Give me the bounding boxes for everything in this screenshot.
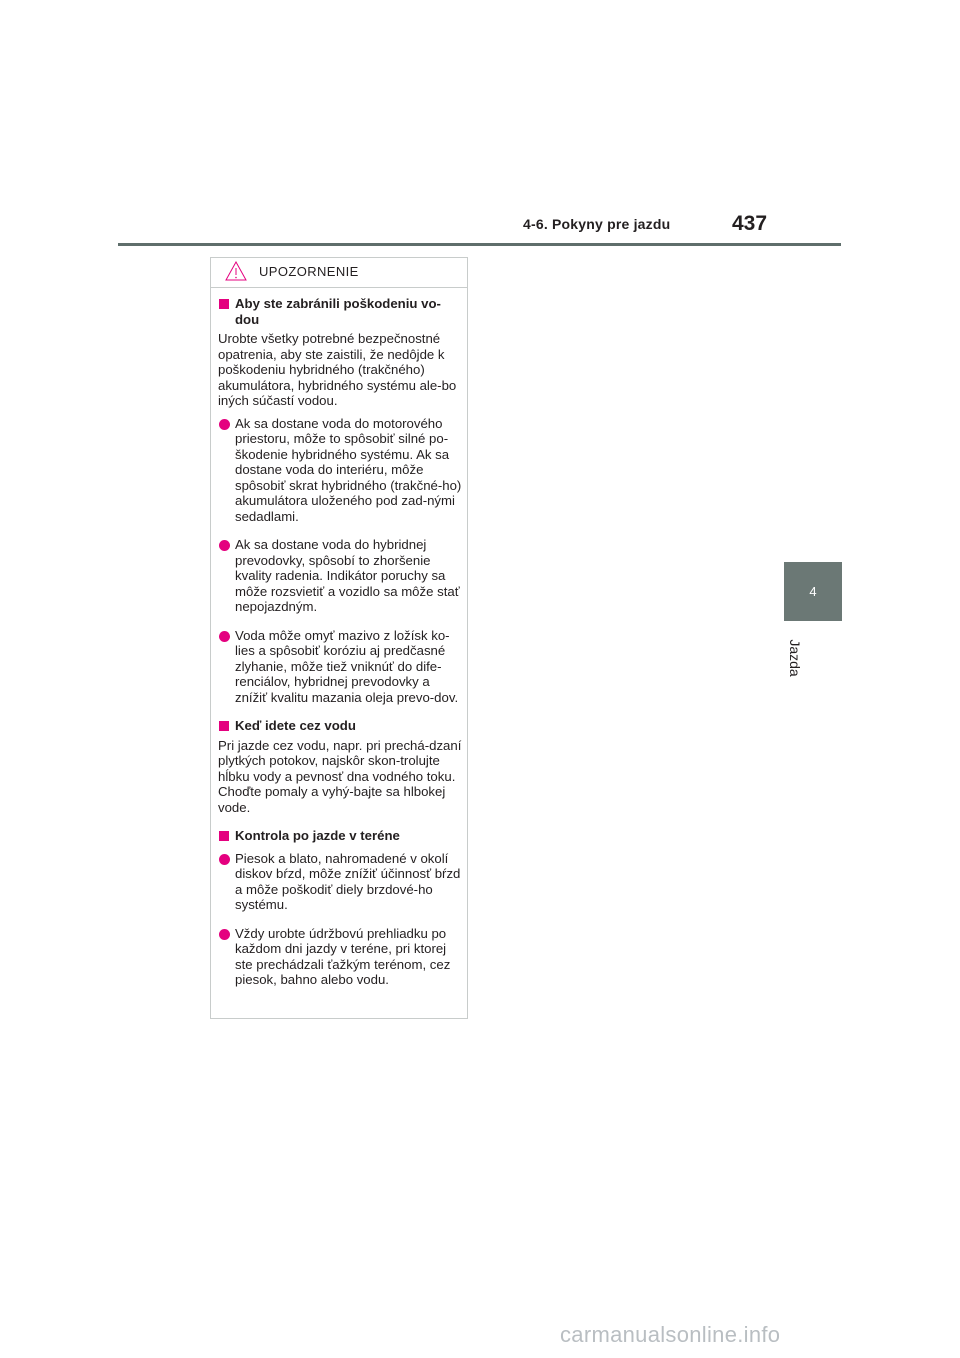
dot-bullet-icon <box>219 929 230 940</box>
section-heading: Aby ste zabránili poškodeniu vo-dou <box>218 296 463 327</box>
section-paragraph: Urobte všetky potrebné bezpečnostné opatrenia, aby ste zaistili, že nedôjde k poškodeniu hybridného (trakčného) akumulátora, hybridného systému ale-bo iných súčastí vodou. <box>218 331 457 408</box>
warning-title: UPOZORNENIE <box>259 264 359 279</box>
chapter-number: 4 <box>809 584 817 599</box>
section-heading: Kontrola po jazde v teréne <box>218 828 463 844</box>
watermark: carmanualsonline.info <box>560 1322 781 1347</box>
warning-content <box>211 288 467 988</box>
chapter-label: Jazda <box>787 639 803 677</box>
list-item: Voda môže omyť mazivo z ložísk ko-lies a spôsobiť koróziu aj predčasné zlyhanie, môže tiež vniknúť do dife-renciálov, hybridnej prevodovky a znížiť kvalitu mazania oleja prevo-dov. <box>218 628 463 706</box>
dot-bullet-icon <box>219 631 230 642</box>
list-item: Piesok a blato, nahromadené v okolí diskov bŕzd, môže znížiť účinnosť bŕzd a môže poškodiť diely brzdové-ho systému. <box>218 851 463 913</box>
square-bullet-icon <box>219 831 229 841</box>
warning-triangle-icon <box>225 261 247 281</box>
header-divider <box>118 243 841 246</box>
section-heading: Keď idete cez vodu <box>218 718 463 734</box>
list-item: Ak sa dostane voda do motorového priestoru, môže to spôsobiť silné po-škodenie hybridného systému. Ak sa dostane voda do interiéru, môže spôsobiť skrat hybridného (trakčné-ho) akumulátora uloženého pod zad-nými sedadlami. <box>218 416 463 525</box>
chapter-tab[interactable] <box>784 562 842 621</box>
list-item: Ak sa dostane voda do hybridnej prevodovky, spôsobí to zhoršenie kvality radenia. Indikátor poruchy sa môže rozsvietiť a vozidlo sa môže stať nepojazdným. <box>218 537 463 615</box>
list-item: Vždy urobte údržbovú prehliadku po každom dni jazdy v teréne, pri ktorej ste prechádzali ťažkým terénom, cez piesok, bahno alebo vodu. <box>218 926 463 988</box>
section-paragraph: Pri jazde cez vodu, napr. pri prechá-dzaní plytkých potokov, najskôr skon-trolujte hĺbku vody a pevnosť dna vodného toku. Choďte pomaly a vyhý-bajte sa hlbokej vode. <box>218 737 462 815</box>
warning-box <box>210 257 468 1019</box>
section-title: 4-6. Pokyny pre jazdu <box>523 216 671 232</box>
warning-header <box>211 258 467 288</box>
square-bullet-icon <box>219 721 229 731</box>
dot-bullet-icon <box>219 540 230 551</box>
square-bullet-icon <box>219 299 229 309</box>
page-number: 437 <box>732 212 768 235</box>
dot-bullet-icon <box>219 419 230 430</box>
dot-bullet-icon <box>219 854 230 865</box>
